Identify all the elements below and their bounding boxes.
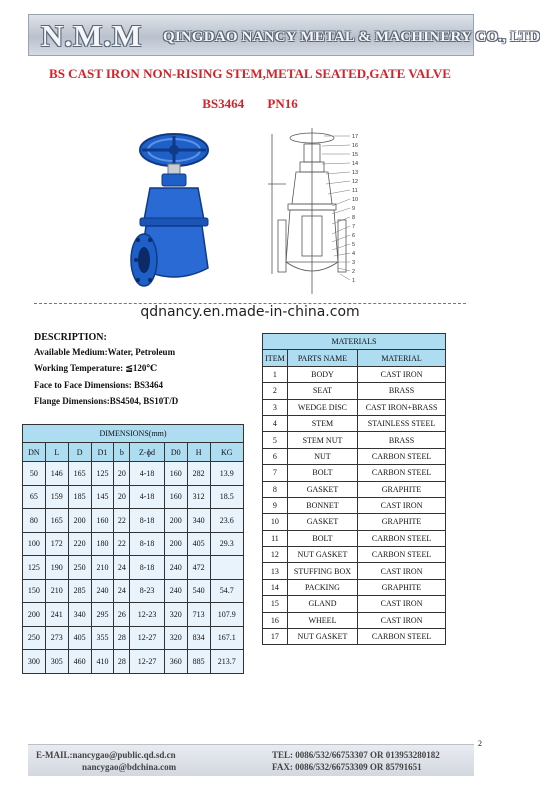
dimensions-cell: 410 [91,650,114,674]
dimensions-cell: 200 [164,532,187,556]
materials-cell: 14 [263,579,288,595]
dimensions-row [23,603,244,627]
dimensions-cell: 312 [187,485,210,509]
materials-cell: WEDGE DISC [287,399,357,415]
dimensions-cell: 165 [45,509,68,533]
materials-row [263,629,446,645]
materials-cell: STAINLESS STEEL [358,415,446,431]
dimensions-cell: 28 [114,626,130,650]
dimensions-cell: 12-27 [130,626,165,650]
dimensions-cell: 200 [68,509,91,533]
materials-row [263,465,446,481]
materials-row [263,481,446,497]
dimensions-cell: 250 [23,626,46,650]
materials-cell: 1 [263,366,288,382]
materials-cell: CAST IRON [358,497,446,513]
dimensions-cell: 273 [45,626,68,650]
company-banner [28,14,540,56]
materials-cell: 5 [263,432,288,448]
dimensions-cell: 210 [91,556,114,580]
dimensions-cell: 165 [68,462,91,486]
drawing-callout-label: 9 [352,206,356,212]
drawing-callout-label: 10 [352,197,359,203]
dimensions-cell: 180 [91,532,114,556]
description-heading: DESCRIPTION: [34,332,107,343]
materials-cell: CAST IRON [358,366,446,382]
dimensions-cell: 125 [23,556,46,580]
materials-cell: BONNET [287,497,357,513]
dimensions-row [23,532,244,556]
dimensions-cell: 167.1 [210,626,243,650]
dimensions-cell: 4-18 [130,485,165,509]
dimensions-cell: 107.9 [210,603,243,627]
materials-cell: BRASS [358,383,446,399]
materials-row [263,399,446,415]
dimensions-cell: 8-18 [130,532,165,556]
materials-row [263,579,446,595]
dimensions-cell: 160 [164,485,187,509]
dimensions-cell: 125 [91,462,114,486]
materials-cell: STEM [287,415,357,431]
materials-cell: CARBON STEEL [358,547,446,563]
dimensions-row [23,650,244,674]
drawing-callout-label: 5 [352,242,356,248]
dimensions-cell: 210 [45,579,68,603]
materials-table [262,333,446,645]
materials-row [263,366,446,382]
materials-header-cell: PARTS NAME [287,350,357,366]
dimensions-header-cell: b [114,443,130,462]
dimensions-cell: 713 [187,603,210,627]
drawing-callout-label: 6 [352,233,356,239]
drawing-callout-label: 17 [352,134,359,140]
dimensions-cell: 8-18 [130,509,165,533]
materials-cell: BOLT [287,530,357,546]
materials-cell: CARBON STEEL [358,629,446,645]
materials-cell: GASKET [287,514,357,530]
materials-cell: 12 [263,547,288,563]
dimensions-cell: 65 [23,485,46,509]
materials-row [263,530,446,546]
dimensions-cell: 26 [114,603,130,627]
dimensions-cell: 28 [114,650,130,674]
dimensions-cell: 13.9 [210,462,243,486]
dimensions-cell: 12-27 [130,650,165,674]
dimensions-cell [210,556,243,580]
materials-cell: 6 [263,448,288,464]
drawing-callout-label: 14 [352,161,359,167]
dimensions-cell: 320 [164,626,187,650]
dimensions-cell: 460 [68,650,91,674]
dimensions-cell: 20 [114,485,130,509]
dimensions-cell: 320 [164,603,187,627]
email-secondary: nancygao@bdchina.com [82,762,177,772]
description-line: Face to Face Dimensions: BS3464 [34,380,163,390]
dimensions-header-cell: L [45,443,68,462]
dimensions-cell: 405 [68,626,91,650]
dimensions-cell: 8-23 [130,579,165,603]
dimensions-header-cell: D0 [164,443,187,462]
materials-cell: BODY [287,366,357,382]
materials-cell: 17 [263,629,288,645]
materials-cell: CAST IRON [358,596,446,612]
materials-cell: 15 [263,596,288,612]
dimensions-cell: 100 [23,532,46,556]
materials-cell: GRAPHITE [358,514,446,530]
materials-cell: CARBON STEEL [358,530,446,546]
materials-cell: CAST IRON [358,563,446,579]
materials-row [263,563,446,579]
materials-cell: CAST IRON+BRASS [358,399,446,415]
drawing-callout-label: 1 [352,278,356,284]
materials-cell: 10 [263,514,288,530]
dimensions-cell: 213.7 [210,650,243,674]
materials-row [263,612,446,628]
dimensions-cell: 12-23 [130,603,165,627]
website-url: qdnancy.en.made-in-china.com [140,304,360,320]
materials-cell: WHEEL [287,612,357,628]
drawing-callout-label: 7 [352,224,356,230]
materials-cell: GRAPHITE [358,579,446,595]
materials-row [263,448,446,464]
dimensions-cell: 22 [114,532,130,556]
dimensions-cell: 241 [45,603,68,627]
dimensions-cell: 200 [23,603,46,627]
materials-row [263,383,446,399]
dimensions-cell: 20 [114,462,130,486]
dimensions-cell: 145 [91,485,114,509]
dimensions-cell: 80 [23,509,46,533]
materials-row [263,596,446,612]
dimensions-row [23,626,244,650]
materials-cell: 7 [263,465,288,481]
materials-caption: MATERIALS [263,334,446,350]
dimensions-header-cell: Z-ɸd [130,443,165,462]
materials-cell: CARBON STEEL [358,465,446,481]
dimensions-header-cell: H [187,443,210,462]
dimensions-cell: 295 [91,603,114,627]
materials-cell: GRAPHITE [358,481,446,497]
description-line: Available Medium:Water, Petroleum [34,347,176,357]
dimensions-cell: 250 [68,556,91,580]
dimensions-cell: 24 [114,556,130,580]
telephone: TEL: 0086/532/66753307 OR 013953280182 [272,750,440,760]
fax: FAX: 0086/532/66753309 OR 85791651 [272,762,422,772]
dimensions-cell: 159 [45,485,68,509]
description-line: Flange Dimensions:BS4504, BS10T/D [34,396,179,406]
dimensions-cell: 240 [164,579,187,603]
materials-cell: 13 [263,563,288,579]
dimensions-cell: 185 [68,485,91,509]
materials-row [263,432,446,448]
drawing-callout-label: 2 [352,269,356,275]
drawing-callout-label: 12 [352,179,359,185]
dimensions-cell: 240 [164,556,187,580]
dimensions-cell: 50 [23,462,46,486]
materials-cell: STUFFING BOX [287,563,357,579]
valve-section-drawing [266,124,376,300]
dimensions-cell: 340 [187,509,210,533]
product-subtitle: BS3464 PN16 [202,96,298,111]
drawing-callout-label: 8 [352,215,356,221]
dimensions-cell: 54.7 [210,579,243,603]
materials-row [263,514,446,530]
materials-cell: SEAT [287,383,357,399]
description-line: Working Temperature: ≦120℃ [34,363,158,373]
materials-row [263,497,446,513]
materials-cell: GLAND [287,596,357,612]
materials-cell: NUT GASKET [287,629,357,645]
contact-footer [28,744,474,776]
product-title: BS CAST IRON NON-RISING STEM,METAL SEATED,GATE VALVE [49,66,451,81]
dimensions-cell: 300 [23,650,46,674]
dimensions-cell: 200 [164,509,187,533]
materials-cell: BOLT [287,465,357,481]
dimensions-header-cell: D1 [91,443,114,462]
dimensions-cell: 472 [187,556,210,580]
dimensions-cell: 405 [187,532,210,556]
email-primary: E-MAIL:nancygao@public.qd.sd.cn [36,750,176,760]
materials-cell: 4 [263,415,288,431]
materials-cell: GASKET [287,481,357,497]
dimensions-cell: 285 [68,579,91,603]
dimensions-cell: 355 [91,626,114,650]
materials-cell: CARBON STEEL [358,448,446,464]
page-number: 2 [478,739,482,748]
materials-cell: 16 [263,612,288,628]
dimensions-cell: 22 [114,509,130,533]
dimensions-cell: 190 [45,556,68,580]
dimensions-header-cell: KG [210,443,243,462]
materials-cell: 3 [263,399,288,415]
dimensions-row [23,556,244,580]
materials-header-cell: ITEM [263,350,288,366]
materials-cell: 8 [263,481,288,497]
dimensions-row [23,485,244,509]
materials-cell: NUT GASKET [287,547,357,563]
drawing-callout-label: 3 [352,260,356,266]
drawing-callout-label: 15 [352,152,359,158]
materials-cell: 2 [263,383,288,399]
dimensions-cell: 305 [45,650,68,674]
dimensions-cell: 23.6 [210,509,243,533]
dimensions-cell: 282 [187,462,210,486]
dimensions-table [22,424,244,674]
materials-header-cell: MATERIAL [358,350,446,366]
dimensions-cell: 24 [114,579,130,603]
dimensions-row [23,579,244,603]
dimensions-cell: 540 [187,579,210,603]
dimensions-header-cell: DN [23,443,46,462]
dimensions-cell: 240 [91,579,114,603]
dimensions-cell: 172 [45,532,68,556]
dimensions-caption: DIMENSIONS(mm) [23,425,244,443]
dimensions-cell: 18.5 [210,485,243,509]
dimensions-row [23,462,244,486]
materials-row [263,547,446,563]
dimensions-cell: 146 [45,462,68,486]
nmm-logo-text: N.M.M [41,18,143,53]
materials-cell: CAST IRON [358,612,446,628]
materials-cell: 11 [263,530,288,546]
dimensions-cell: 220 [68,532,91,556]
materials-cell: PACKING [287,579,357,595]
dimensions-cell: 8-18 [130,556,165,580]
materials-cell: NUT [287,448,357,464]
materials-cell: 9 [263,497,288,513]
dimensions-cell: 834 [187,626,210,650]
dimensions-cell: 360 [164,650,187,674]
dimensions-cell: 150 [23,579,46,603]
dimensions-cell: 160 [164,462,187,486]
drawing-callout-label: 4 [352,251,356,257]
company-name: QINGDAO NANCY METAL & MACHINERY CO., LTD [163,29,540,45]
drawing-callout-label: 16 [352,143,359,149]
gate-valve-photo [128,126,224,298]
dimensions-cell: 885 [187,650,210,674]
dimensions-cell: 4-18 [130,462,165,486]
description-block [34,332,254,412]
materials-cell: BRASS [358,432,446,448]
drawing-callout-label: 13 [352,170,359,176]
drawing-callout-label: 11 [352,188,358,194]
materials-row [263,415,446,431]
dimensions-cell: 160 [91,509,114,533]
dimensions-header-cell: D [68,443,91,462]
dimensions-cell: 29.3 [210,532,243,556]
dimensions-row [23,509,244,533]
materials-cell: STEM NUT [287,432,357,448]
dimensions-cell: 340 [68,603,91,627]
